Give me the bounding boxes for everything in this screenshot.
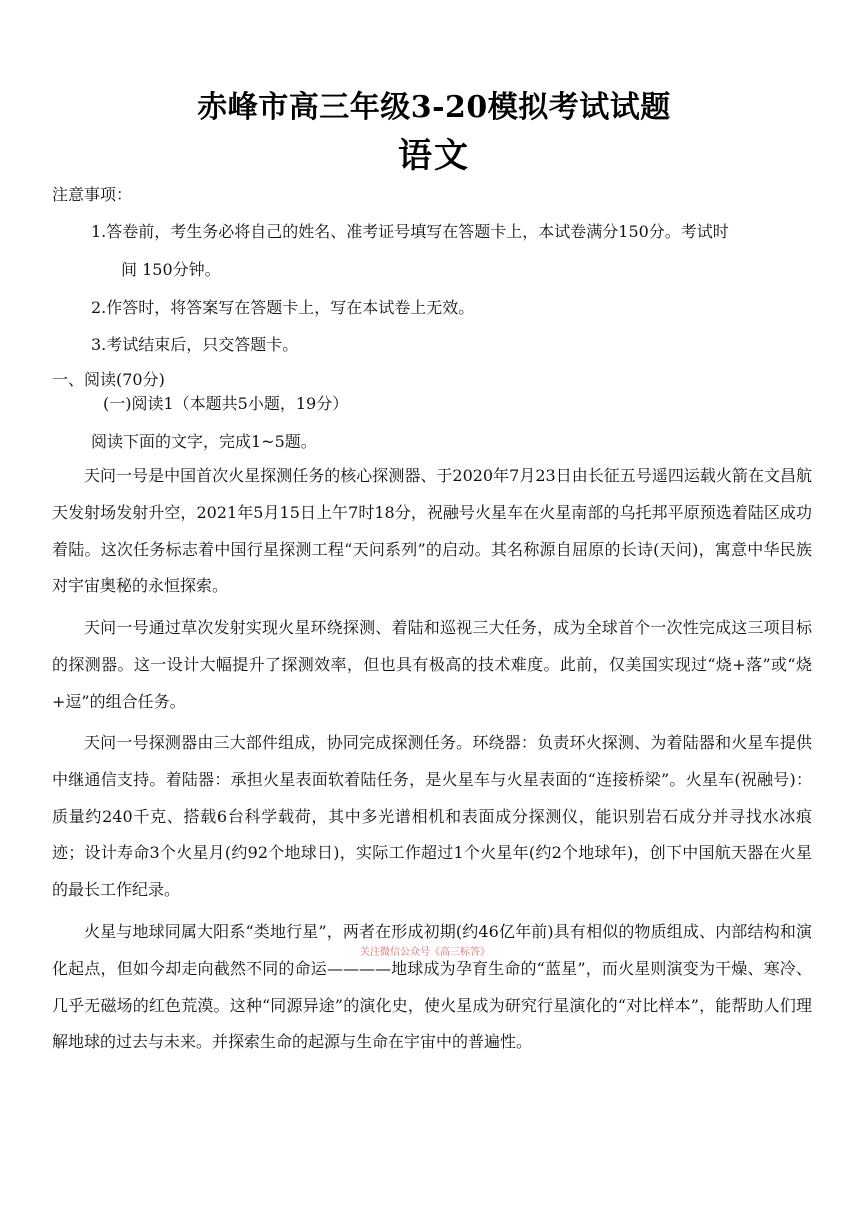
notice-item-1-line-1: 1.答卷前，考生务必将自己的姓名、准考证号填写在答题卡上，本试卷满分150分。考试时 [91, 222, 729, 241]
exam-title: 赤峰市高三年级3-20模拟考试试题 [197, 90, 671, 125]
notice-item-2: 2.作答时，将答案写在答题卡上，写在本试卷上无效。 [91, 298, 475, 317]
notice-heading: 注意事项： [52, 185, 133, 204]
watermark-text: 关注微信公众号《高三标答》 [360, 947, 490, 958]
passage-paragraph-2: 天问一号通过草次发射实现火星环绕探测、着陆和巡视三大任务，成为全球首个一次性完成这三项目标的探测器。这一设计大幅提升了探测效率，但也具有极高的技术难度。此前，仅美国实现过“烧+落”或“烧+逗”的组合任务。 [52, 618, 812, 711]
notice-item-3: 3.考试结束后，只交答题卡。 [91, 335, 299, 354]
passage-paragraph-3: 天问一号探测器由三大部件组成，协同完成探测任务。环绕器：负责环火探测、为着陆器和火星车提供中继通信支持。着陆器：承担火星表面软着陆任务，是火星车与火星表面的“连接桥梁”。火星车(祝融号)：质量约240千克、搭载6台科学载荷，其中多光谱相机和表面成分探测仪，能识别岩石成分并寻找水冰痕迹；设计寿命3个火星月(约92个地球日)，实际工作超过1个火星年(约2个地球年)，创下中国航天器在火星的最长工作纪录。 [52, 733, 812, 900]
section-subheading: (一)阅读1（本题共5小题，19分） [103, 394, 349, 413]
reading-instruction: 阅读下面的文字，完成1~5题。 [91, 432, 317, 451]
passage-paragraph-1: 天问一号是中国首次火星探测任务的核心探测器、于2020年7月23日由长征五号遥四运载火箭在文昌航天发射场发射升空，2021年5月15日上午7时18分，祝融号火星车在火星南部的乌托邦平原预选着陆区成功着陆。这次任务标志着中国行星探测工程“天问系列”的启动。其名称源自屈原的长诗(天问)，寓意中华民族对宇宙奥秘的永恒探索。 [52, 466, 812, 596]
passage-paragraph-4: 火星与地球同属大阳系“类地行星”，两者在形成初期(约46亿年前)具有相似的物质组成、内部结构和演化起点，但如今却走向截然不同的命运————地球成为孕育生命的“蓝星”，而火星则演变为干燥、寒冷、几乎无磁场的红色荒漠。这种“同源异途”的演化史，使火星成为研究行星演化的“对比样本”，能帮助人们理解地球的过去与未来。并探索生命的起源与生命在宇宙中的普遍性。 [52, 922, 812, 1052]
section-heading: 一、阅读(70分) [52, 370, 165, 389]
notice-item-1-line-2: 间 150分钟。 [121, 260, 221, 279]
subject-title: 语文 [398, 136, 470, 176]
